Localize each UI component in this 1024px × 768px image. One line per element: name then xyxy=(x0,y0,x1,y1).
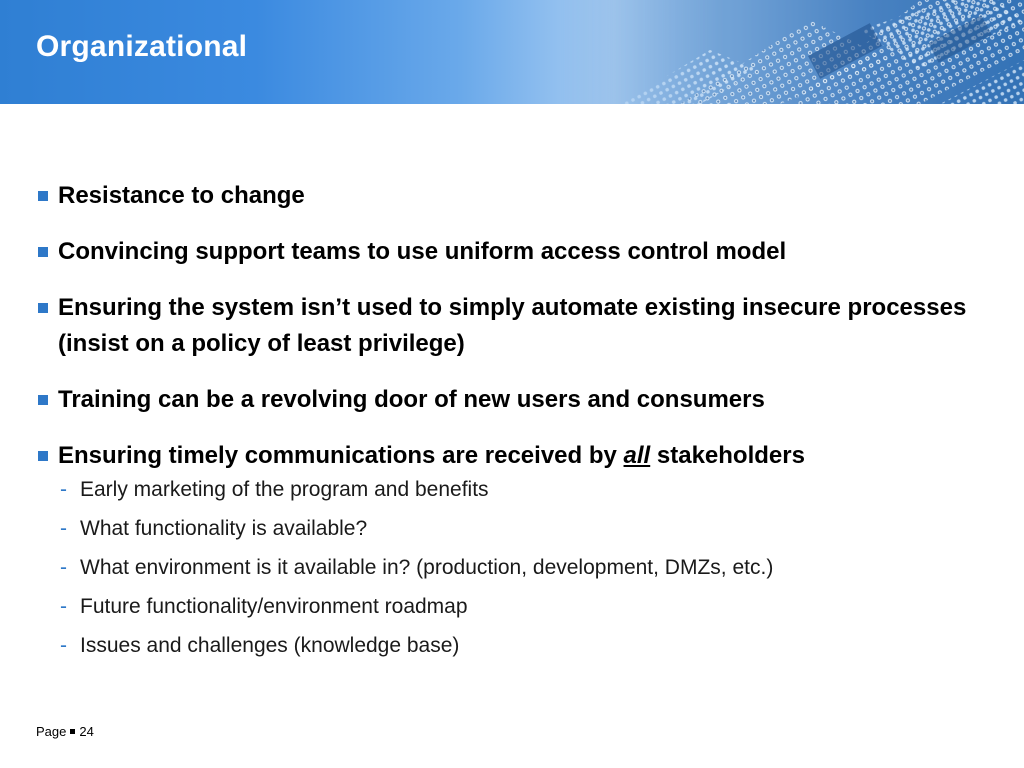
page-label: Page xyxy=(36,724,67,739)
dash-bullet-icon: - xyxy=(60,634,67,657)
emphasis-text: all xyxy=(623,442,651,469)
bullet-item xyxy=(36,382,996,418)
bullet-text-after: stakeholders xyxy=(650,442,805,469)
sub-bullet-text: What environment is it available in? (production, development, DMZs, etc.) xyxy=(80,556,774,579)
bullet-item xyxy=(36,438,996,660)
sub-bullet-text: Early marketing of the program and benefits xyxy=(80,478,489,501)
sub-bullet-list xyxy=(58,476,996,660)
circuit-board-graphic xyxy=(560,0,1024,104)
dash-bullet-icon: - xyxy=(60,478,67,501)
bullet-text: Training can be a revolving door of new users and consumers xyxy=(58,386,765,413)
bullet-item xyxy=(36,234,996,270)
sub-bullet-item xyxy=(58,632,996,660)
sub-bullet-item xyxy=(58,515,996,543)
square-separator-icon xyxy=(70,729,75,734)
square-bullet-icon xyxy=(38,303,48,313)
page-footer xyxy=(36,724,94,739)
square-bullet-icon xyxy=(38,451,48,461)
content-area xyxy=(36,178,996,671)
sub-bullet-text: Future functionality/environment roadmap xyxy=(80,595,468,618)
sub-bullet-text: What functionality is available? xyxy=(80,517,368,540)
bullet-item xyxy=(36,178,996,214)
dash-bullet-icon: - xyxy=(60,595,67,618)
sub-bullet-item xyxy=(58,593,996,621)
bullet-list xyxy=(36,178,996,660)
page-number: 24 xyxy=(79,724,94,739)
sub-bullet-item xyxy=(58,554,996,582)
bullet-text-before: Ensuring timely communications are received by xyxy=(58,442,624,469)
header-band xyxy=(0,0,1024,104)
bullet-text: Resistance to change xyxy=(58,182,305,209)
sub-bullet-item xyxy=(58,476,996,504)
slide-title: Organizational xyxy=(36,30,248,63)
sub-bullet-text: Issues and challenges (knowledge base) xyxy=(80,634,460,657)
dash-bullet-icon: - xyxy=(60,517,67,540)
bullet-text: Convincing support teams to use uniform access control model xyxy=(58,238,787,265)
square-bullet-icon xyxy=(38,395,48,405)
dash-bullet-icon: - xyxy=(60,556,67,579)
square-bullet-icon xyxy=(38,247,48,257)
bullet-item xyxy=(36,290,996,362)
bullet-text: Ensuring the system isn’t used to simply automate existing insecure processes (insist on a policy of least privilege) xyxy=(58,294,967,357)
square-bullet-icon xyxy=(38,191,48,201)
